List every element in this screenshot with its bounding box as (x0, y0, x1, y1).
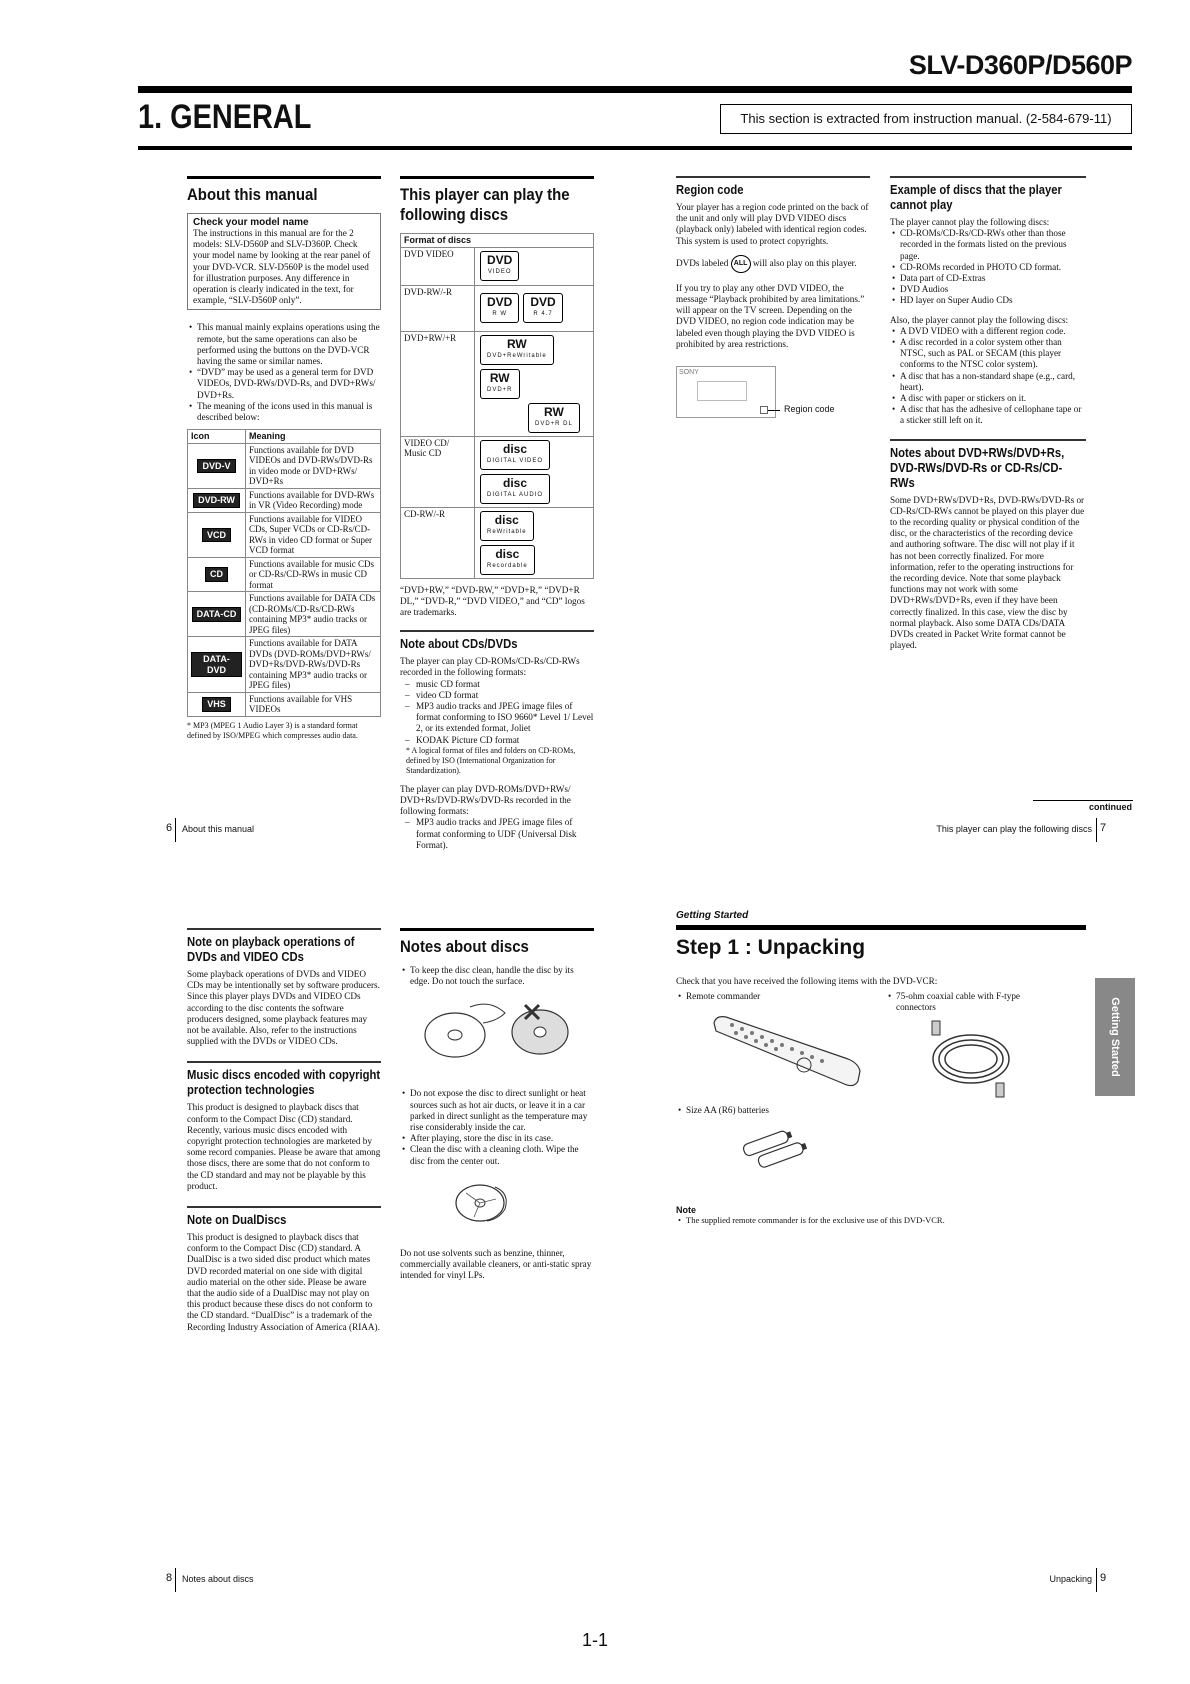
batteries-illustration (736, 1120, 816, 1170)
continued-label: continued (1089, 802, 1132, 812)
dvd-video-logo: DVD VIDEO (480, 251, 519, 281)
dvd-plus-r-dl-logo: RW DVD+R DL (528, 403, 580, 433)
model-number: SLV-D360P/D560P (908, 50, 1132, 80)
section-label: Getting Started (676, 910, 749, 921)
notes-discs-title: Notes about discs (400, 937, 529, 956)
rear-panel-illustration: SONY Region code (676, 366, 870, 421)
disc-format-table: Format of discs DVD VIDEO DVD VIDEO DVD-RW/-R DVD R W DVD R 4.7 DVD+RW/+R RW DVD+ReWritable RW DVD+R RW DVD+R DL VIDEO CD/ Music CD disc DIGITAL VIDEO disc DIGITAL AUDIO CD-RW/-R disc ReWritable disc Recordable (400, 233, 594, 579)
footer-right-title-2: Unpacking (1049, 1574, 1092, 1584)
note-title: Note (676, 1205, 696, 1216)
about-title: About this manual (187, 185, 318, 204)
region-all-icon: ALL (731, 255, 751, 273)
unpacking-section: Getting Started Step 1 : Unpacking Check that you have received the following items with the DVD-VCR: • Remote commander • 75-ohm coaxial cable with F-type connectors • Size AA (R6) batteries Note • The supplied remote commander is for the exclusive use of this DVD-VCR. (676, 910, 1086, 1227)
table-row: CD Functions available for music CDs or CD-Rs/CD-RWs in music CD format (188, 557, 381, 592)
mp3-footnote: * MP3 (MPEG 1 Audio Layer 3) is a standard format defined by ISO/MPEG which compresses audio data. (187, 720, 358, 740)
vhs-icon: VHS (202, 697, 231, 712)
item-cable: • 75-ohm coaxial cable with F-type connectors (886, 991, 1056, 1013)
table-row: DATA-CD Functions available for DATA CDs (CD-ROMs/CD-Rs/CD-RWs containing MP3* audio tracks or JPEG files) (188, 592, 381, 637)
trademark-note: “DVD+RW,” “DVD-RW,” “DVD+R,” “DVD+R DL,” “DVD-R,” “DVD VIDEO,” and “CD” logos are trademarks. (400, 584, 585, 617)
page-number-7: 7 (1100, 822, 1107, 834)
table-row: VIDEO CD/ Music CD disc DIGITAL VIDEO disc DIGITAL AUDIO (401, 436, 594, 507)
dvd-v-icon: DVD-V (197, 459, 235, 474)
table-row: VHS Functions available for VHS VIDEOs (188, 692, 381, 716)
footer-right-title: This player can play the following discs (936, 824, 1092, 834)
region-title: Region code (676, 183, 744, 197)
playback-title: Note on playback operations of DVDs and VIDEO CDs (187, 935, 355, 964)
icon-table: Icon Meaning DVD-V Functions available for DVD VIDEOs and DVD-RWs/DVD-Rs in video mode or DVD+RWs/ DVD+Rs DVD-RW Functions available for DVD-RWs in VR (Video Recording) mode VCD Functions available for VIDEO CDs, Super VCDs or CD-Rs/CD-RWs in video CD format or Super VCD format CD Functions available for music CDs or CD-Rs/CD-RWs in music CD format DATA-CD Functions available for DATA CDs (CD-ROMs/CD-Rs/CD-RWs containing MP3* audio tracks or JPEG files) DATA-DVD Functions available for DATA DVDs (DVD-ROMs/DVD+RWs/ DVD+Rs/DVD-RWs/DVD-Rs containing MP3* audio tracks or JPEG files) VHS Functions available for VHS VIDEOs (187, 429, 381, 717)
table-row: DATA-DVD Functions available for DATA DVDs (DVD-ROMs/DVD+RWs/ DVD+Rs/DVD-RWs/DVD-Rs containing MP3* audio tracks or JPEG files) (188, 637, 381, 693)
dvd-plus-r-logo: RW DVD+R (480, 369, 520, 399)
discs-title: This player can play the following discs (400, 185, 570, 224)
disc-cleaning-illustration (400, 1167, 594, 1237)
chapter-title: 1. GENERAL (138, 98, 312, 136)
page-number-6: 6 (166, 822, 173, 834)
page-number-8: 8 (166, 1572, 173, 1584)
cd-digital-audio-logo: disc DIGITAL AUDIO (480, 474, 550, 504)
dvd-rw-logo: DVD R W (480, 293, 519, 323)
item-batteries: • Size AA (R6) batteries (676, 1105, 1086, 1116)
cd-rewritable-logo: disc ReWritable (480, 511, 534, 541)
cd-digital-video-logo: disc DIGITAL VIDEO (480, 440, 550, 470)
example-section: Example of discs that the player cannot play The player cannot play the following discs: • CD-ROMs/CD-Rs/CD-RWs other than those recorded in the formats listed on the previous page. • CD-ROMs recorded in PHOTO CD format. • Data part of CD-Extras • DVD Audios • HD layer on Super Audio CDs Also, the player cannot play the following discs: • A DVD VIDEO with a different region code. • A disc recorded in a color system other than NTSC, such as PAL or SECAM (this player conforms to the NTSC color system). • A disc that has a non-standard shape (e.g., card, heart). • A disc with paper or stickers on it. • A disc that has the adhesive of cellophane tape or a sticker still left on it. Notes about DVD+RWs/DVD+Rs, DVD-RWs/DVD-Rs or CD-Rs/CD-RWs Some DVD+RWs/DVD+Rs, DVD-RWs/DVD-Rs or CD-Rs/CD-RWs cannot be played on this player due to the recording quality or physical condition of the disc, or the characteristics of the recording device and authoring software. The disc will not play if it has not been correctly finalized. For more information, refer to the operating instructions for the recording device. Note that some playback functions may not work with some DVD+RWs/DVD+Rs, even if they have been correctly finalized. In this case, view the disc by normal playback. Also some DATA CDs/DATA DVDs created in Packet Write format cannot be played. (890, 176, 1086, 652)
dvd-rw-icon: DVD-RW (193, 493, 240, 508)
check-model-box: Check your model name The instructions in this manual are for the 2 models: SLV-D560P and SLV-D360P. Check your model name by looking at the rear panel of your DVD-VCR. SLV-D560P is the model used for illustration purposes. Any difference in operation is clearly indicated in the text, for example, “SLV-D560P only”. (187, 213, 381, 310)
coaxial-cable-illustration (926, 1017, 1016, 1102)
table-row: DVD+RW/+R RW DVD+ReWritable RW DVD+R RW DVD+R DL (401, 331, 594, 436)
cd-icon: CD (205, 567, 228, 582)
page-number-9: 9 (1100, 1572, 1107, 1584)
disc-handling-illustration (400, 987, 594, 1077)
dvd-r-logo: DVD R 4.7 (523, 293, 562, 323)
region-code-callout: Region code (784, 404, 835, 415)
notes-rw-title: Notes about DVD+RWs/DVD+Rs, DVD-RWs/DVD-Rs or CD-Rs/CD-RWs (890, 445, 1065, 490)
copyright-title: Music discs encoded with copyright protection technologies (187, 1068, 381, 1098)
table-row: DVD-RW/-R DVD R W DVD R 4.7 (401, 285, 594, 331)
data-cd-icon: DATA-CD (192, 607, 242, 622)
dualdisc-title: Note on DualDiscs (187, 1213, 287, 1228)
footer-left-title: About this manual (182, 824, 255, 834)
table-row: DVD-V Functions available for DVD VIDEOs and DVD-RWs/DVD-Rs in video mode or DVD+RWs/ DVD+Rs (188, 443, 381, 488)
notes-discs-section: Notes about discs • To keep the disc clean, handle the disc by its edge. Do not touch the surface. • Do not expose the disc to direct sunlight or heat sources such as hot air ducts, or leave it in a car parked in direct sunlight as the temperature may rise considerably inside the car. • After playing, store the disc in its case. • Clean the disc with a cleaning cloth. Wipe the disc from the center out. Do not use solvents such as benzine, thinner, commercially available cleaners, or anti-static spray intended for vinyl LPs. (400, 928, 594, 1281)
table-row: DVD VIDEO DVD VIDEO (401, 247, 594, 285)
example-title: Example of discs that the player cannot play (890, 183, 1062, 212)
table-row: DVD-RW Functions available for DVD-RWs in VR (Video Recording) mode (188, 488, 381, 512)
region-section: Region code Your player has a region code printed on the back of the unit and only will play DVD VIDEO discs (playback only) labeled with identical region codes. This system is used to protect copyrights. DVDs labeled ALL will also play on this player. If you try to play any other DVD VIDEO, the message “Playback prohibited by area limitations.” will appear on the TV screen. Depending on the DVD VIDEO, no region code indication may be labeled even though playing the DVD VIDEO is prohibited by area restrictions. SONY Region code (676, 176, 870, 421)
table-row: VCD Functions available for VIDEO CDs, Super VCDs or CD-Rs/CD-RWs in video CD format or Super VCD format (188, 512, 381, 557)
extract-note: This section is extracted from instruction manual. (2-584-679-11) (720, 104, 1132, 134)
note-cds-title: Note about CDs/DVDs (400, 637, 518, 652)
remote-note: • The supplied remote commander is for the exclusive use of this DVD-VCR. (676, 1215, 1086, 1226)
table-row: CD-RW/-R disc ReWritable disc Recordable (401, 507, 594, 578)
about-section (187, 176, 381, 741)
playback-section: Note on playback operations of DVDs and VIDEO CDs Some playback operations of DVDs and VIDEO CDs may be intentionally set by software producers. Since this player plays DVDs and VIDEO CDs according to the disc contents the software producers designed, some playback features may not be available. Also, refer to the instructions supplied with the DVDs or VIDEO CDs. Music discs encoded with copyright protection technologies This product is designed to playback discs that conform to the Compact Disc (CD) standard. Recently, various music discs encoded with copyright protection technologies are marketed by some record companies. Please be aware that among those discs, there are some that do not conform to the CD standard and may not be playable by this product. Note on DualDiscs This product is designed to playback discs that conform to the Compact Disc (CD) standard. A DualDisc is a two sided disc product which mates DVD recorded material on one side with digital audio material on the other side. Please be aware that the audio side of a DualDisc may not play on this product because these discs do not conform to the CD standard. “DualDisc” is a trademark of the Recording Industry Association of America (RIAA). (187, 928, 381, 1333)
getting-started-tab: Getting Started (1095, 978, 1135, 1096)
remote-commander-illustration (712, 1011, 862, 1101)
item-remote: • Remote commander (676, 991, 876, 1002)
cd-recordable-logo: disc Recordable (480, 545, 535, 575)
data-dvd-icon: DATA-DVD (191, 652, 242, 677)
top-rule (138, 86, 1132, 93)
unpacking-title: Step 1 : Unpacking (676, 936, 866, 959)
page-number: 1-1 (581, 1630, 608, 1650)
footer-left-title-2: Notes about discs (182, 1574, 254, 1584)
about-bullets: • This manual mainly explains operations using the remote, but the same operations can also be performed using the buttons on the DVD-VCR having the same or similar names. • “DVD” may be used as a general term for DVD VIDEOs, DVD-RWs/DVD-Rs, and DVD+RWs/ DVD+Rs. • The meaning of the icons used in this manual is described below: (187, 322, 381, 423)
dvd-plus-rw-logo: RW DVD+ReWritable (480, 335, 554, 365)
vcd-icon: VCD (202, 528, 231, 543)
header-rule (138, 146, 1132, 150)
discs-section: This player can play the following discs Format of discs DVD VIDEO DVD VIDEO DVD-RW/-R DVD R W DVD R 4.7 DVD+RW/+R RW DVD+ReWritable RW DVD+R RW DVD+R DL VIDEO CD/ Music CD disc DIGITAL VIDEO disc DIGITAL AUDIO CD-RW/-R disc ReWritable disc Recordable “DVD+RW,” “DVD-RW,” “DVD+R,” “DVD+R DL,” “DVD-R,” “DVD VIDEO,” and “CD” logos are trademarks. Note about CDs/DVDs The player can play CD-ROMs/CD-Rs/CD-RWs recorded in the following formats: – music CD format – video CD format – MP3 audio tracks and JPEG image files of format conforming to ISO 9660* Level 1/ Level 2, or its extended format, Joliet – KODAK Picture CD format * A logical format of files and folders on CD-ROMs, defined by ISO (International Organization for Standardization). The player can play DVD-ROMs/DVD+RWs/ DVD+Rs/DVD-RWs/DVD-Rs recorded in the following formats: – MP3 audio tracks and JPEG image files of format conforming to UDF (Universal Disk Format). (400, 176, 594, 851)
